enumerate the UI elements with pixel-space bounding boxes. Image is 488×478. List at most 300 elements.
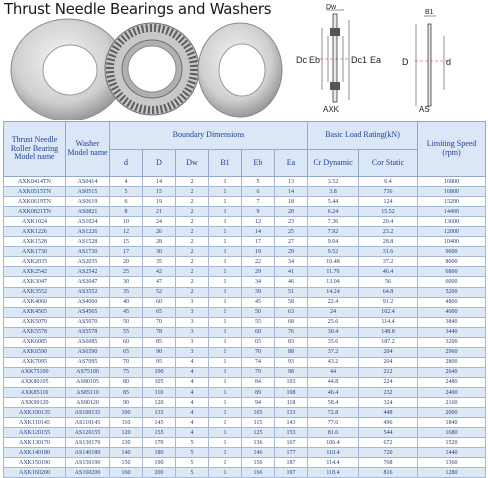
table-row <box>4 237 486 247</box>
table-cell: 75 <box>110 367 143 377</box>
table-cell: 1360 <box>418 458 486 468</box>
table-cell: 65 <box>143 307 176 317</box>
table-cell: 12000 <box>418 227 486 237</box>
table-cell: 1 <box>209 438 242 448</box>
table-cell: AXK150190 <box>4 458 66 468</box>
table-cell: 204 <box>359 357 418 367</box>
table-cell: 31.6 <box>359 247 418 257</box>
table-cell: 81.6 <box>308 428 359 438</box>
table-cell: 18 <box>275 197 308 207</box>
table-cell: 324 <box>359 398 418 408</box>
table-cell: 1 <box>209 367 242 377</box>
table-cell: 212 <box>359 367 418 377</box>
table-row <box>4 438 486 448</box>
table-cell: 1 <box>209 398 242 408</box>
table-cell: 2 <box>176 247 209 257</box>
table-cell: 83 <box>275 337 308 347</box>
table-cell: AS85110 <box>66 387 110 397</box>
table-cell: 55 <box>110 327 143 337</box>
table-cell: 1 <box>209 267 242 277</box>
table-cell: AXK110145 <box>4 418 66 428</box>
label-ea: Ea <box>370 55 382 65</box>
header-speed: Limiting Speed (rpm) <box>418 122 486 177</box>
table-cell: 89 <box>242 387 275 397</box>
table-cell: 1 <box>209 347 242 357</box>
table-cell: 1 <box>209 227 242 237</box>
table-row <box>4 177 486 187</box>
label-dc1: Dc1 <box>351 55 368 65</box>
specification-table-wrapper <box>3 121 485 476</box>
table-cell: 10 <box>110 217 143 227</box>
table-cell: 35 <box>143 257 176 267</box>
table-cell: 90 <box>143 347 176 357</box>
table-cell: AXK6590 <box>4 347 66 357</box>
table-cell: AXK4565 <box>4 307 66 317</box>
table-cell: 190 <box>143 458 176 468</box>
table-cell: 85 <box>143 337 176 347</box>
table-row <box>4 317 486 327</box>
table-cell: 4 <box>176 387 209 397</box>
table-row <box>4 327 486 337</box>
table-cell: AXK6085 <box>4 337 66 347</box>
table-cell: 43.2 <box>308 357 359 367</box>
table-cell: 52 <box>143 287 176 297</box>
table-cell: AXK2542 <box>4 267 66 277</box>
table-cell: AXK1024 <box>4 217 66 227</box>
table-cell: 5 <box>176 468 209 478</box>
label-as: AS <box>419 105 430 114</box>
table-cell: 14400 <box>418 207 486 217</box>
table-cell: 30 <box>110 277 143 287</box>
table-cell: 103 <box>275 377 308 387</box>
table-cell: AS90120 <box>66 398 110 408</box>
table-cell: AXK1226 <box>4 227 66 237</box>
table-cell: AXK3047 <box>4 277 66 287</box>
table-cell: 133 <box>275 408 308 418</box>
table-cell: 156 <box>242 458 275 468</box>
table-cell: 60 <box>242 327 275 337</box>
table-cell: AXK3552 <box>4 287 66 297</box>
table-cell: 23 <box>275 217 308 227</box>
table-cell: 20 <box>275 207 308 217</box>
table-cell: AS120155 <box>66 428 110 438</box>
table-cell: 232 <box>359 387 418 397</box>
table-cell: 4 <box>176 377 209 387</box>
table-cell: 148.8 <box>359 327 418 337</box>
header-model: Thrust Needle Roller Bearing Model name <box>4 122 66 177</box>
table-row <box>4 267 486 277</box>
table-cell: 14 <box>275 187 308 197</box>
table-cell: 7 <box>242 197 275 207</box>
table-cell: 2400 <box>418 387 486 397</box>
table-cell: 25.6 <box>308 317 359 327</box>
table-cell: 2000 <box>418 408 486 418</box>
table-cell: 14 <box>242 227 275 237</box>
table-cell: 1 <box>209 327 242 337</box>
table-cell: AS2035 <box>66 257 110 267</box>
table-cell: 29 <box>242 267 275 277</box>
washer-photo-right <box>198 23 282 117</box>
table-cell: 5200 <box>418 287 486 297</box>
table-cell: 6 <box>242 187 275 197</box>
table-cell: AXK120155 <box>4 428 66 438</box>
table-cell: 448 <box>359 408 418 418</box>
table-cell: 2 <box>176 287 209 297</box>
table-cell: 1 <box>209 377 242 387</box>
table-cell: 3 <box>176 347 209 357</box>
table-cell: 46.4 <box>308 387 359 397</box>
table-cell: AXK75100 <box>4 367 66 377</box>
table-cell: 124 <box>359 197 418 207</box>
table-cell: 720 <box>359 448 418 458</box>
table-cell: AS3047 <box>66 277 110 287</box>
table-row <box>4 347 486 357</box>
table-cell: 1 <box>209 357 242 367</box>
table-cell: 24 <box>308 307 359 317</box>
table-cell: 177 <box>275 448 308 458</box>
table-cell: 100 <box>143 367 176 377</box>
table-cell: 95 <box>143 357 176 367</box>
table-cell: 56 <box>359 277 418 287</box>
table-cell: 4000 <box>418 307 486 317</box>
table-cell: AS4565 <box>66 307 110 317</box>
table-row <box>4 297 486 307</box>
table-cell: AS5578 <box>66 327 110 337</box>
table-cell: AS130170 <box>66 438 110 448</box>
table-cell: 2640 <box>418 367 486 377</box>
table-cell: 200 <box>143 468 176 478</box>
table-cell: 143 <box>275 418 308 428</box>
table-cell: AS1226 <box>66 227 110 237</box>
table-row <box>4 197 486 207</box>
product-illustration <box>0 0 488 120</box>
table-cell: 153 <box>275 428 308 438</box>
table-cell: 4 <box>176 408 209 418</box>
table-row <box>4 337 486 347</box>
table-cell: 672 <box>359 438 418 448</box>
table-cell: 58 <box>275 297 308 307</box>
header-cor: Cor Static <box>359 150 418 177</box>
table-cell: AS110145 <box>66 418 110 428</box>
table-cell: 35.6 <box>308 337 359 347</box>
table-cell: 1 <box>209 387 242 397</box>
table-cell: 130 <box>110 438 143 448</box>
table-cell: AXK90120 <box>4 398 66 408</box>
table-cell: 544 <box>359 428 418 438</box>
table-cell: 74 <box>242 357 275 367</box>
table-cell: 28.8 <box>359 237 418 247</box>
table-cell: 145 <box>143 418 176 428</box>
table-cell: 5.44 <box>308 197 359 207</box>
table-cell: AS0619 <box>66 197 110 207</box>
table-row <box>4 387 486 397</box>
table-cell: 47 <box>143 277 176 287</box>
table-cell: AXK7095 <box>4 357 66 367</box>
table-cell: 51 <box>275 287 308 297</box>
table-cell: AS140180 <box>66 448 110 458</box>
table-cell: AS0821 <box>66 207 110 217</box>
label-dw: Dw <box>326 4 337 11</box>
table-cell: 1 <box>209 277 242 287</box>
table-cell: 3440 <box>418 327 486 337</box>
table-cell: 4 <box>110 177 143 187</box>
table-cell: 6 <box>110 197 143 207</box>
table-cell: 2 <box>176 257 209 267</box>
table-cell: AS1024 <box>66 217 110 227</box>
table-cell: AS7095 <box>66 357 110 367</box>
table-cell: 108 <box>275 387 308 397</box>
table-cell: AXK1730 <box>4 247 66 257</box>
table-cell: 2 <box>176 197 209 207</box>
table-cell: 84 <box>242 377 275 387</box>
table-cell: 17 <box>242 237 275 247</box>
table-cell: 19 <box>143 197 176 207</box>
label-d-outer: D <box>402 57 409 67</box>
table-cell: 50 <box>110 317 143 327</box>
table-cell: AS0515 <box>66 187 110 197</box>
table-row <box>4 408 486 418</box>
table-cell: 24 <box>143 217 176 227</box>
table-cell: 110 <box>110 418 143 428</box>
table-cell: AS75100 <box>66 367 110 377</box>
table-cell: 170 <box>143 438 176 448</box>
table-row <box>4 428 486 438</box>
table-cell: 187.2 <box>359 337 418 347</box>
table-cell: AS80105 <box>66 377 110 387</box>
table-cell: AXK2035 <box>4 257 66 267</box>
table-row <box>4 458 486 468</box>
label-d-inner: d <box>446 57 452 67</box>
table-cell: 16800 <box>418 177 486 187</box>
table-cell: 15.52 <box>359 207 418 217</box>
table-cell: 105 <box>143 377 176 387</box>
table-cell: 25 <box>110 267 143 277</box>
table-cell: 6.24 <box>308 207 359 217</box>
header-cr: Cr Dynamic <box>308 150 359 177</box>
table-cell: 3.8 <box>308 187 359 197</box>
table-cell: 19 <box>242 247 275 257</box>
table-cell: 2 <box>176 237 209 247</box>
table-row <box>4 418 486 428</box>
table-cell: 6800 <box>418 267 486 277</box>
table-cell: 1 <box>209 177 242 187</box>
table-cell: 224 <box>359 377 418 387</box>
table-cell: AS4060 <box>66 297 110 307</box>
table-row <box>4 207 486 217</box>
table-cell: 105 <box>242 408 275 418</box>
table-cell: 736 <box>359 187 418 197</box>
table-cell: 3 <box>176 307 209 317</box>
specification-table <box>3 121 486 478</box>
table-cell: 12 <box>110 227 143 237</box>
table-cell: 9.04 <box>308 237 359 247</box>
table-cell: 14.24 <box>308 287 359 297</box>
table-row <box>4 227 486 237</box>
table-cell: 167 <box>275 438 308 448</box>
table-row <box>4 377 486 387</box>
table-cell: 4 <box>176 367 209 377</box>
table-cell: 106.4 <box>308 438 359 448</box>
table-cell: 45 <box>242 297 275 307</box>
table-cell: 1 <box>209 257 242 267</box>
table-cell: 60 <box>143 297 176 307</box>
table-cell: 3840 <box>418 317 486 327</box>
label-eb: Eb <box>309 55 321 65</box>
table-cell: 5 <box>110 187 143 197</box>
table-cell: 6.4 <box>359 177 418 187</box>
table-cell: 64.8 <box>359 287 418 297</box>
table-cell: 160 <box>110 468 143 478</box>
header-b1: B1 <box>209 150 242 177</box>
table-cell: 11.76 <box>308 267 359 277</box>
table-cell: 1 <box>209 297 242 307</box>
table-cell: 16800 <box>418 187 486 197</box>
table-cell: AXK100135 <box>4 408 66 418</box>
table-cell: AXK80105 <box>4 377 66 387</box>
table-cell: 1 <box>209 217 242 227</box>
table-cell: 197 <box>275 468 308 478</box>
table-cell: 13 <box>275 177 308 187</box>
table-cell: 1 <box>209 468 242 478</box>
table-cell: 3 <box>176 297 209 307</box>
table-cell: 6000 <box>418 277 486 287</box>
table-cell: 2960 <box>418 347 486 357</box>
header-outer-d: D <box>143 150 176 177</box>
table-row <box>4 448 486 458</box>
table-row <box>4 257 486 267</box>
label-axk: AXK <box>323 105 340 114</box>
as-cross-section-diagram <box>402 9 451 114</box>
table-cell: 58.4 <box>308 398 359 408</box>
table-cell: 25 <box>275 227 308 237</box>
table-row <box>4 277 486 287</box>
table-cell: 91.2 <box>359 297 418 307</box>
table-cell: 816 <box>359 468 418 478</box>
table-cell: 37.2 <box>308 347 359 357</box>
table-cell: 2 <box>176 187 209 197</box>
table-cell: 77.6 <box>308 418 359 428</box>
table-cell: 180 <box>143 448 176 458</box>
table-cell: 4 <box>176 428 209 438</box>
table-cell: 12 <box>242 217 275 227</box>
table-cell: AXK4060 <box>4 297 66 307</box>
table-cell: 70 <box>242 347 275 357</box>
table-cell: 5 <box>176 438 209 448</box>
table-cell: 9 <box>242 207 275 217</box>
table-cell: 1520 <box>418 438 486 448</box>
table-cell: 65 <box>242 337 275 347</box>
table-cell: 94 <box>242 398 275 408</box>
table-cell: 118.4 <box>308 468 359 478</box>
table-cell: AXK140180 <box>4 448 66 458</box>
table-cell: AS6590 <box>66 347 110 357</box>
table-cell: 65 <box>110 347 143 357</box>
table-row <box>4 217 486 227</box>
table-cell: 13.04 <box>308 277 359 287</box>
table-cell: 68 <box>275 317 308 327</box>
label-b1: B1 <box>425 9 434 16</box>
table-cell: 9.52 <box>308 247 359 257</box>
table-cell: 204 <box>359 347 418 357</box>
table-cell: 46.4 <box>359 267 418 277</box>
table-cell: 2160 <box>418 398 486 408</box>
table-cell: AXK0515TN <box>4 187 66 197</box>
table-cell: 1 <box>209 307 242 317</box>
table-cell: 136 <box>242 438 275 448</box>
table-cell: AXK85110 <box>4 387 66 397</box>
table-cell: AS150190 <box>66 458 110 468</box>
table-cell: 13600 <box>418 217 486 227</box>
table-cell: 1440 <box>418 448 486 458</box>
table-row <box>4 247 486 257</box>
table-cell: 40 <box>110 297 143 307</box>
table-cell: 146 <box>242 448 275 458</box>
table-cell: 2480 <box>418 377 486 387</box>
table-cell: 3.52 <box>308 177 359 187</box>
table-cell: 5 <box>176 448 209 458</box>
table-cell: AS5070 <box>66 317 110 327</box>
table-cell: 3 <box>176 337 209 347</box>
table-cell: 85 <box>110 387 143 397</box>
table-cell: 1840 <box>418 418 486 428</box>
table-cell: 29 <box>275 247 308 257</box>
table-cell: 90 <box>110 398 143 408</box>
table-cell: 120 <box>143 398 176 408</box>
needle-cage-photo <box>105 23 199 115</box>
table-cell: 102.4 <box>359 307 418 317</box>
table-cell: 30 <box>143 247 176 257</box>
table-cell: 115 <box>242 418 275 428</box>
table-cell: AXK0619TN <box>4 197 66 207</box>
table-cell: 135 <box>143 408 176 418</box>
table-cell: 93 <box>275 357 308 367</box>
table-cell: 125 <box>242 428 275 438</box>
table-cell: AS100135 <box>66 408 110 418</box>
table-cell: 23.2 <box>359 227 418 237</box>
table-cell: 1 <box>209 237 242 247</box>
table-cell: 2 <box>176 217 209 227</box>
table-cell: 1 <box>209 428 242 438</box>
table-cell: 15 <box>143 187 176 197</box>
table-row <box>4 367 486 377</box>
table-cell: 1 <box>209 317 242 327</box>
table-cell: AS2542 <box>66 267 110 277</box>
table-cell: 7.36 <box>308 217 359 227</box>
table-cell: 118 <box>275 398 308 408</box>
table-cell: AS6085 <box>66 337 110 347</box>
table-cell: AS1730 <box>66 247 110 257</box>
table-cell: 17 <box>110 247 143 257</box>
specification-table-body <box>4 177 486 478</box>
table-cell: 2 <box>176 207 209 217</box>
table-cell: 20.4 <box>359 217 418 227</box>
table-cell: 8000 <box>418 257 486 267</box>
table-cell: 1 <box>209 207 242 217</box>
page-title: Thrust Needle Bearings and Washers <box>4 0 272 18</box>
table-cell: AS1528 <box>66 237 110 247</box>
table-cell: 44 <box>308 367 359 377</box>
table-cell: AXK5578 <box>4 327 66 337</box>
table-cell: AS3552 <box>66 287 110 297</box>
table-cell: 5 <box>176 458 209 468</box>
table-cell: 80 <box>110 377 143 387</box>
header-eb: Eb <box>242 150 275 177</box>
table-cell: 10400 <box>418 237 486 247</box>
table-cell: 98 <box>275 367 308 377</box>
table-cell: 41 <box>275 267 308 277</box>
table-cell: 60 <box>110 337 143 347</box>
table-cell: 1 <box>209 197 242 207</box>
